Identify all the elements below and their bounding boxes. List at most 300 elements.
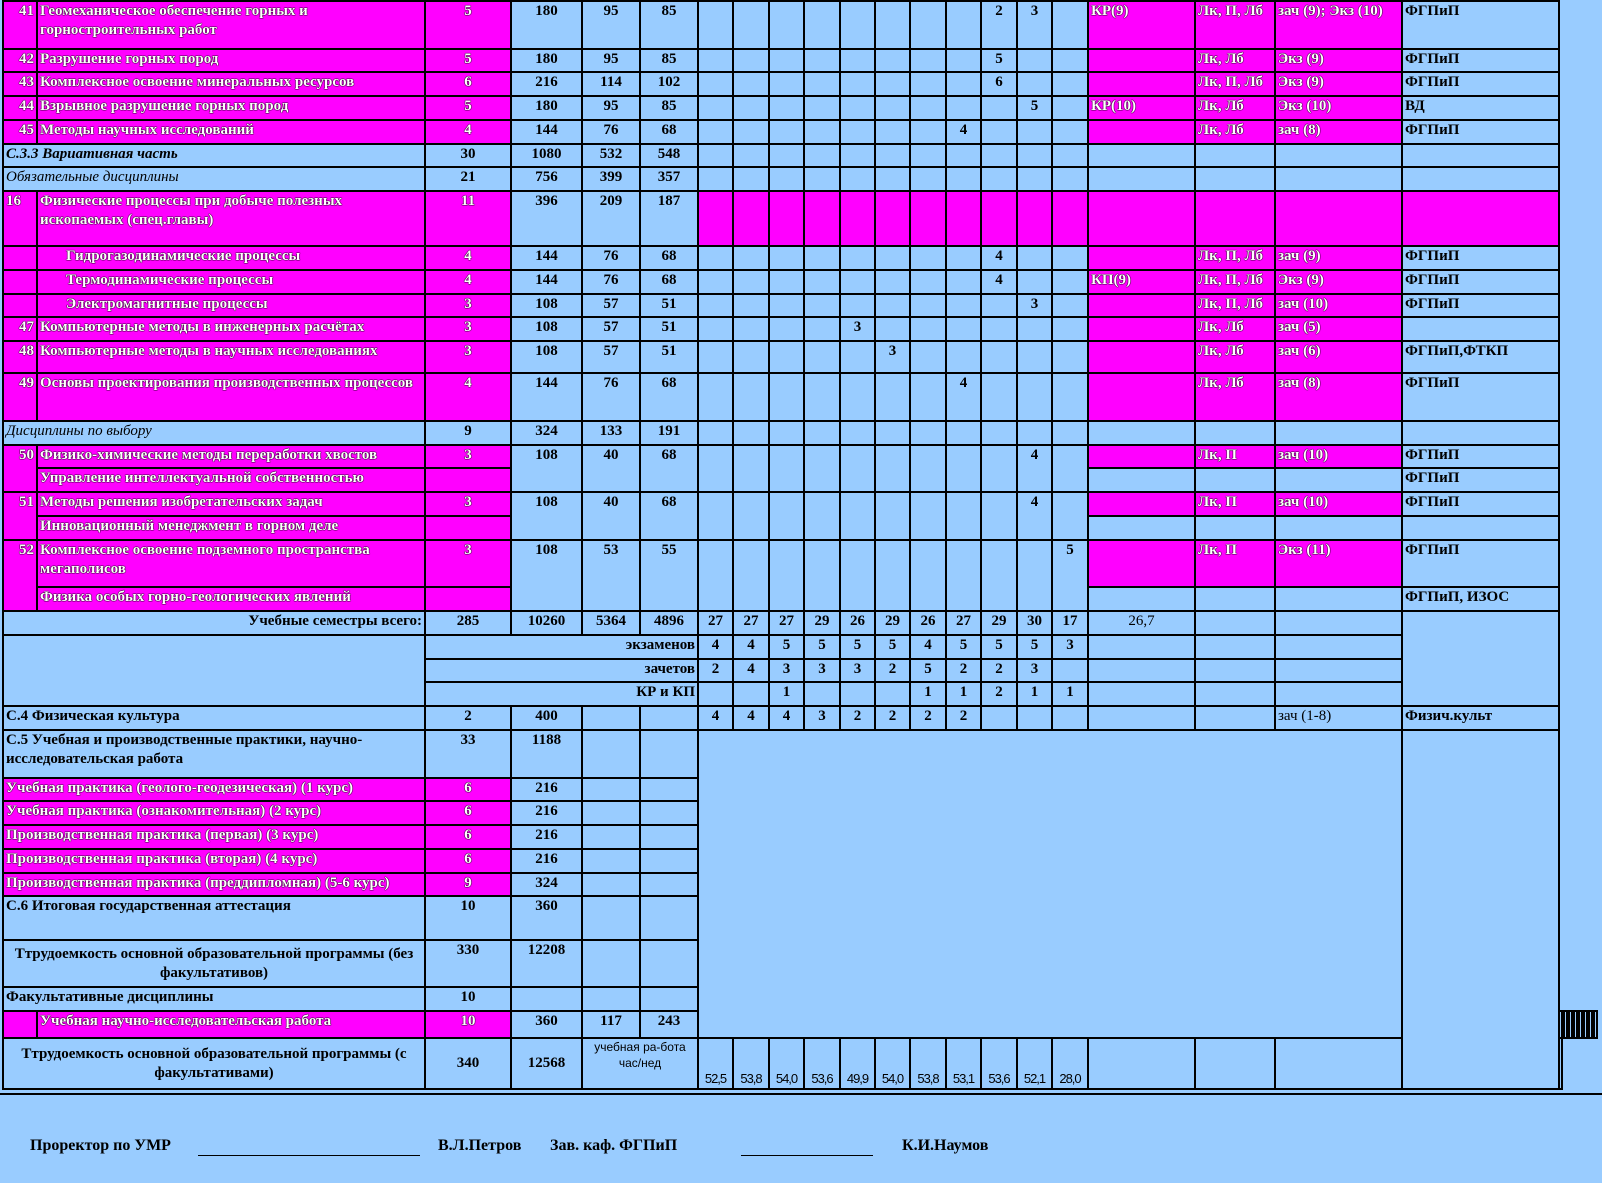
department (1559, 1038, 1562, 1089)
class-types: Лк, П (1195, 492, 1275, 516)
credit-units: 5 (425, 96, 511, 120)
semester-3-cell (769, 1, 804, 49)
attestation (1275, 1038, 1402, 1089)
semester-4-cell (804, 492, 840, 540)
classroom-hours: 57 (582, 317, 640, 341)
discipline-name: Методы научных исследований (37, 120, 425, 144)
semester-2-cell (733, 341, 769, 373)
department (1402, 730, 1559, 1089)
class-types (1195, 659, 1275, 683)
classroom-hours: 57 (582, 341, 640, 373)
semester-6-cell (875, 120, 910, 144)
semester-10-cell: 4 (1017, 492, 1052, 540)
semester-8-cell (946, 246, 981, 270)
course-work (1088, 706, 1195, 730)
attestation (1275, 191, 1402, 246)
alternative-discipline-name: Физика особых горно-геологических явлений (37, 587, 425, 611)
attestation: зач (8) (1275, 373, 1402, 421)
semester-1-cell: 52,5 (698, 1038, 733, 1089)
class-types (1195, 516, 1275, 540)
semester-5-cell (840, 492, 875, 540)
semester-9-cell: 4 (981, 270, 1017, 294)
department: ФГПиП, ИЗОС (1402, 587, 1559, 611)
semester-6-cell (875, 72, 910, 96)
row-group (3, 191, 1597, 246)
semester-4-cell (804, 317, 840, 341)
total-hours: 396 (511, 191, 582, 246)
self-study-hours (640, 778, 698, 802)
semester-1-cell (698, 492, 733, 540)
semester-8-cell (946, 445, 981, 493)
semester-9-cell: 5 (981, 635, 1017, 659)
row-disc (3, 1, 1597, 49)
semester-9-cell (981, 445, 1017, 493)
head-signature-line (741, 1155, 873, 1156)
semester-7-cell (910, 492, 946, 540)
self-study-hours (640, 801, 698, 825)
semester-1-cell (698, 72, 733, 96)
average-load: 26,7 (1088, 611, 1195, 635)
semester-2-cell (733, 540, 769, 611)
semester-2-cell: 4 (733, 635, 769, 659)
semester-10-cell (1017, 317, 1052, 341)
classroom-hours: 399 (582, 167, 640, 191)
semester-3-cell (769, 120, 804, 144)
semester-7-cell (910, 270, 946, 294)
semester-10-cell: 30 (1017, 611, 1052, 635)
semester-4-cell (804, 1, 840, 49)
semester-5-cell: 49,9 (840, 1038, 875, 1089)
classroom-hours (582, 896, 640, 939)
semester-10-cell (1017, 72, 1052, 96)
semester-8-cell (946, 191, 981, 246)
row-number: 48 (3, 341, 37, 373)
semester-5-cell (840, 373, 875, 421)
discipline-name: Компьютерные методы в инженерных расчётах (37, 317, 425, 341)
semester-5-cell (840, 294, 875, 318)
semester-6-cell (875, 540, 910, 611)
self-study-hours: 85 (640, 1, 698, 49)
department: ФГПиП (1402, 1, 1559, 49)
semester-6-cell: 2 (875, 706, 910, 730)
department (1402, 167, 1559, 191)
semester-4-cell (804, 270, 840, 294)
semester-6-cell (875, 49, 910, 73)
semester-2-cell (733, 144, 769, 168)
credit-units: 10 (425, 896, 511, 939)
row-child (3, 270, 1597, 294)
classroom-hours: 95 (582, 1, 640, 49)
semester-8-cell (946, 72, 981, 96)
total-hours: 216 (511, 72, 582, 96)
semester-10-cell (1017, 421, 1052, 445)
semester-4-cell (804, 49, 840, 73)
course-work (1088, 659, 1195, 683)
semester-8-cell: 4 (946, 120, 981, 144)
semester-2-cell (733, 72, 769, 96)
semester-11-cell (1052, 373, 1088, 421)
semester-10-cell (1017, 167, 1052, 191)
semester-5-cell (840, 270, 875, 294)
practices-section-row (3, 730, 1597, 778)
signature-area (0, 1093, 1602, 1183)
semester-6-cell: 29 (875, 611, 910, 635)
department: ФГПиП (1402, 492, 1559, 516)
semester-3-cell (769, 270, 804, 294)
credit-units: 3 (425, 341, 511, 373)
row-choice (3, 540, 1597, 588)
classroom-hours: 117 (582, 1011, 640, 1038)
attestation: зач (10) (1275, 294, 1402, 318)
semester-8-cell: 5 (946, 635, 981, 659)
course-work (1088, 421, 1195, 445)
semester-1-cell (698, 167, 733, 191)
semester-2-cell: 27 (733, 611, 769, 635)
semester-8-cell: 4 (946, 373, 981, 421)
attestation (1275, 167, 1402, 191)
department (1402, 191, 1559, 246)
course-work (1088, 49, 1195, 73)
discipline-name: Гидрогазодинамические процессы (37, 246, 425, 270)
attestation: Экз (9) (1275, 270, 1402, 294)
credit-units: 2 (425, 706, 511, 730)
class-types: Лк, Лб (1195, 49, 1275, 73)
total-hours: 400 (511, 706, 582, 730)
semester-5-cell: 26 (840, 611, 875, 635)
total-hours: 12208 (511, 940, 582, 988)
prorector-title: Проректор по УМР (30, 1137, 171, 1154)
self-study-hours (640, 825, 698, 849)
department: ФГПиП (1402, 246, 1559, 270)
semester-11-cell: 17 (1052, 611, 1088, 635)
classroom-hours: 76 (582, 120, 640, 144)
semester-10-cell (1017, 373, 1052, 421)
semester-7-cell (910, 540, 946, 611)
totals-filler (3, 635, 425, 706)
attestation: зач (1-8) (1275, 706, 1402, 730)
semester-4-cell: 29 (804, 611, 840, 635)
semester-10-cell: 3 (1017, 1, 1052, 49)
row-number (3, 270, 37, 294)
semester-3-cell (769, 540, 804, 611)
department: ФГПиП,ФТКП (1402, 341, 1559, 373)
semester-5-cell (840, 341, 875, 373)
department: ФГПиП (1402, 270, 1559, 294)
semester-8-cell: 53,1 (946, 1038, 981, 1089)
department: ФГПиП (1402, 540, 1559, 588)
semester-2-cell (733, 49, 769, 73)
classroom-hours (582, 801, 640, 825)
semester-2-cell (733, 294, 769, 318)
research-name: Учебная научно-исследовательская работа (37, 1011, 425, 1038)
classroom-hours: 76 (582, 373, 640, 421)
discipline-name: Взрывное разрушение горных пород (37, 96, 425, 120)
semester-2-cell: 53,8 (733, 1038, 769, 1089)
classroom-hours (582, 987, 640, 1011)
semester-6-cell (875, 144, 910, 168)
semester-9-cell: 53,6 (981, 1038, 1017, 1089)
practice-name: Производственная практика (вторая) (4 курс) (3, 849, 425, 873)
semester-5-cell (840, 682, 875, 706)
self-study-hours: 4896 (640, 611, 698, 635)
semester-10-cell: 3 (1017, 659, 1052, 683)
credit-units: 6 (425, 72, 511, 96)
row-number: 49 (3, 373, 37, 421)
semester-9-cell (981, 96, 1017, 120)
semester-8-cell: 2 (946, 706, 981, 730)
class-types: Лк, П, Лб (1195, 72, 1275, 96)
credit-units (425, 516, 511, 540)
attestation (1275, 516, 1402, 540)
semester-6-cell (875, 682, 910, 706)
alternative-discipline-name: Управление интеллектуальной собственностью (37, 468, 425, 492)
semester-8-cell (946, 167, 981, 191)
subsection-title: Обязательные дисциплины (3, 167, 425, 191)
semester-4-cell (804, 682, 840, 706)
classroom-hours: 57 (582, 294, 640, 318)
credit-units: 21 (425, 167, 511, 191)
semester-7-cell: 5 (910, 659, 946, 683)
semester-6-cell (875, 317, 910, 341)
course-work (1088, 1038, 1195, 1089)
self-study-hours: 68 (640, 373, 698, 421)
self-study-hours: 187 (640, 191, 698, 246)
discipline-name: Основы проектирования производственных процессов (37, 373, 425, 421)
semester-11-cell: 1 (1052, 682, 1088, 706)
semester-3-cell (769, 492, 804, 540)
semester-7-cell (910, 72, 946, 96)
semester-9-cell: 6 (981, 72, 1017, 96)
classroom-hours (582, 825, 640, 849)
semester-9-cell (981, 294, 1017, 318)
attestation: Экз (9) (1275, 49, 1402, 73)
semester-9-cell (981, 191, 1017, 246)
row-number: 51 (3, 492, 37, 540)
semester-3-cell: 1 (769, 682, 804, 706)
attestation: Экз (9) (1275, 72, 1402, 96)
credit-units: 330 (425, 940, 511, 988)
semester-9-cell: 2 (981, 659, 1017, 683)
total-hours: 216 (511, 801, 582, 825)
semester-5-cell: 3 (840, 317, 875, 341)
weekly-load-label: учебная ра-бота час/нед (582, 1038, 698, 1089)
row-disc (3, 49, 1597, 73)
semester-3-cell (769, 167, 804, 191)
credit-units (425, 468, 511, 492)
semester-11-cell (1052, 445, 1088, 493)
semester-3-cell (769, 294, 804, 318)
semester-3-cell (769, 49, 804, 73)
department: ФГПиП (1402, 445, 1559, 469)
attestation: зач (9) (1275, 246, 1402, 270)
total-hours: 180 (511, 49, 582, 73)
total-hours: 216 (511, 849, 582, 873)
semester-4-cell (804, 421, 840, 445)
semester-7-cell: 2 (910, 706, 946, 730)
semester-1-cell: 2 (698, 659, 733, 683)
class-types (1195, 611, 1275, 635)
credit-units: 3 (425, 492, 511, 516)
total-hours: 144 (511, 373, 582, 421)
class-types (1195, 468, 1275, 492)
semester-8-cell (946, 144, 981, 168)
semester-1-cell (698, 341, 733, 373)
department (1594, 1011, 1597, 1038)
semester-2-cell (733, 317, 769, 341)
total-hours: 108 (511, 492, 582, 540)
self-study-hours: 51 (640, 341, 698, 373)
course-work (1088, 540, 1195, 588)
exams-label: экзаменов (425, 635, 698, 659)
semester-1-cell (698, 96, 733, 120)
semester-10-cell: 52,1 (1017, 1038, 1052, 1089)
semester-9-cell (981, 120, 1017, 144)
semester-4-cell (804, 540, 840, 611)
semester-8-cell (946, 49, 981, 73)
total-hours: 360 (511, 1011, 582, 1038)
department: ФГПиП (1402, 120, 1559, 144)
course-work (1088, 445, 1195, 469)
self-study-hours: 85 (640, 96, 698, 120)
semester-5-cell (840, 445, 875, 493)
semester-4-cell: 3 (804, 659, 840, 683)
semester-2-cell (733, 682, 769, 706)
semester-2-cell (733, 96, 769, 120)
semester-9-cell (981, 167, 1017, 191)
course-work (1088, 516, 1195, 540)
semester-6-cell (875, 492, 910, 540)
self-study-hours (640, 896, 698, 939)
semester-7-cell (910, 341, 946, 373)
semester-4-cell (804, 120, 840, 144)
row-number: 16 (3, 191, 37, 246)
self-study-hours (640, 849, 698, 873)
class-types (1195, 1038, 1275, 1089)
course-work (1088, 682, 1195, 706)
total-hours: 1080 (511, 144, 582, 168)
total-hours: 144 (511, 270, 582, 294)
credit-units: 5 (425, 1, 511, 49)
total-hours: 108 (511, 341, 582, 373)
total-hours: 360 (511, 896, 582, 939)
semester-1-cell: 4 (698, 706, 733, 730)
semester-8-cell: 27 (946, 611, 981, 635)
semester-1-cell (698, 191, 733, 246)
class-types: Лк, П, Лб (1195, 294, 1275, 318)
total-hours: 10260 (511, 611, 582, 635)
totals-row (3, 611, 1597, 635)
class-types: Лк, П, Лб (1195, 1, 1275, 49)
semester-1-cell (698, 421, 733, 445)
self-study-hours: 243 (640, 1011, 698, 1038)
course-work: КП(9) (1088, 270, 1195, 294)
semester-4-cell (804, 373, 840, 421)
semester-3-cell (769, 144, 804, 168)
semester-3-cell (769, 191, 804, 246)
row-choice (3, 492, 1597, 516)
semester-1-cell (698, 270, 733, 294)
semester-5-cell (840, 246, 875, 270)
credit-units: 4 (425, 373, 511, 421)
class-types: Лк, Лб (1195, 120, 1275, 144)
semester-1-cell (698, 540, 733, 611)
semester-9-cell (981, 144, 1017, 168)
row-disc (3, 373, 1597, 421)
classroom-hours (582, 778, 640, 802)
semester-3-cell (769, 72, 804, 96)
semester-11-cell (1052, 167, 1088, 191)
total-hours (511, 987, 582, 1011)
semester-11-cell (1052, 72, 1088, 96)
self-study-hours (640, 706, 698, 730)
attestation (1275, 587, 1402, 611)
self-study-hours: 55 (640, 540, 698, 611)
row-number: 41 (3, 1, 37, 49)
total-hours: 324 (511, 873, 582, 897)
attestation: зач (10) (1275, 492, 1402, 516)
row-number (3, 246, 37, 270)
total-hours: 12568 (511, 1038, 582, 1089)
semester-9-cell: 4 (981, 246, 1017, 270)
semester-10-cell (1017, 144, 1052, 168)
course-work (1088, 167, 1195, 191)
attestation (1275, 144, 1402, 168)
head-name: К.И.Наумов (902, 1137, 989, 1154)
semester-1-cell (698, 246, 733, 270)
total-hours: 1188 (511, 730, 582, 778)
semester-6-cell (875, 445, 910, 493)
semester-8-cell (946, 1, 981, 49)
classroom-hours: 95 (582, 96, 640, 120)
semester-4-cell (804, 246, 840, 270)
semester-1-cell (698, 445, 733, 493)
attestation (1275, 468, 1402, 492)
row-sub (3, 167, 1597, 191)
exams-row (3, 635, 1597, 659)
semester-9-cell: 5 (981, 49, 1017, 73)
department (1402, 144, 1559, 168)
semester-2-cell (733, 445, 769, 493)
semester-10-cell (1017, 270, 1052, 294)
row-child (3, 246, 1597, 270)
department (1402, 317, 1559, 341)
row-disc (3, 72, 1597, 96)
semester-11-cell (1052, 246, 1088, 270)
total-hours: 144 (511, 246, 582, 270)
semester-10-cell: 3 (1017, 294, 1052, 318)
credit-units: 4 (425, 120, 511, 144)
semester-2-cell: 4 (733, 659, 769, 683)
self-study-hours: 68 (640, 492, 698, 540)
row-number: 44 (3, 96, 37, 120)
course-work (1088, 246, 1195, 270)
discipline-name: Комплексное освоение подземного пространства мегаполисов (37, 540, 425, 588)
total-hours: 756 (511, 167, 582, 191)
course-work (1088, 341, 1195, 373)
total-hours: 324 (511, 421, 582, 445)
semester-7-cell (910, 421, 946, 445)
attestation: зач (6) (1275, 341, 1402, 373)
class-types (1195, 587, 1275, 611)
self-study-hours: 68 (640, 445, 698, 493)
class-types (1195, 421, 1275, 445)
row-choice (3, 445, 1597, 469)
physical-culture-title: С.4 Физическая культура (3, 706, 425, 730)
semester-3-cell: 54,0 (769, 1038, 804, 1089)
semester-3-cell: 4 (769, 706, 804, 730)
credit-units: 6 (425, 778, 511, 802)
semester-6-cell (875, 1, 910, 49)
